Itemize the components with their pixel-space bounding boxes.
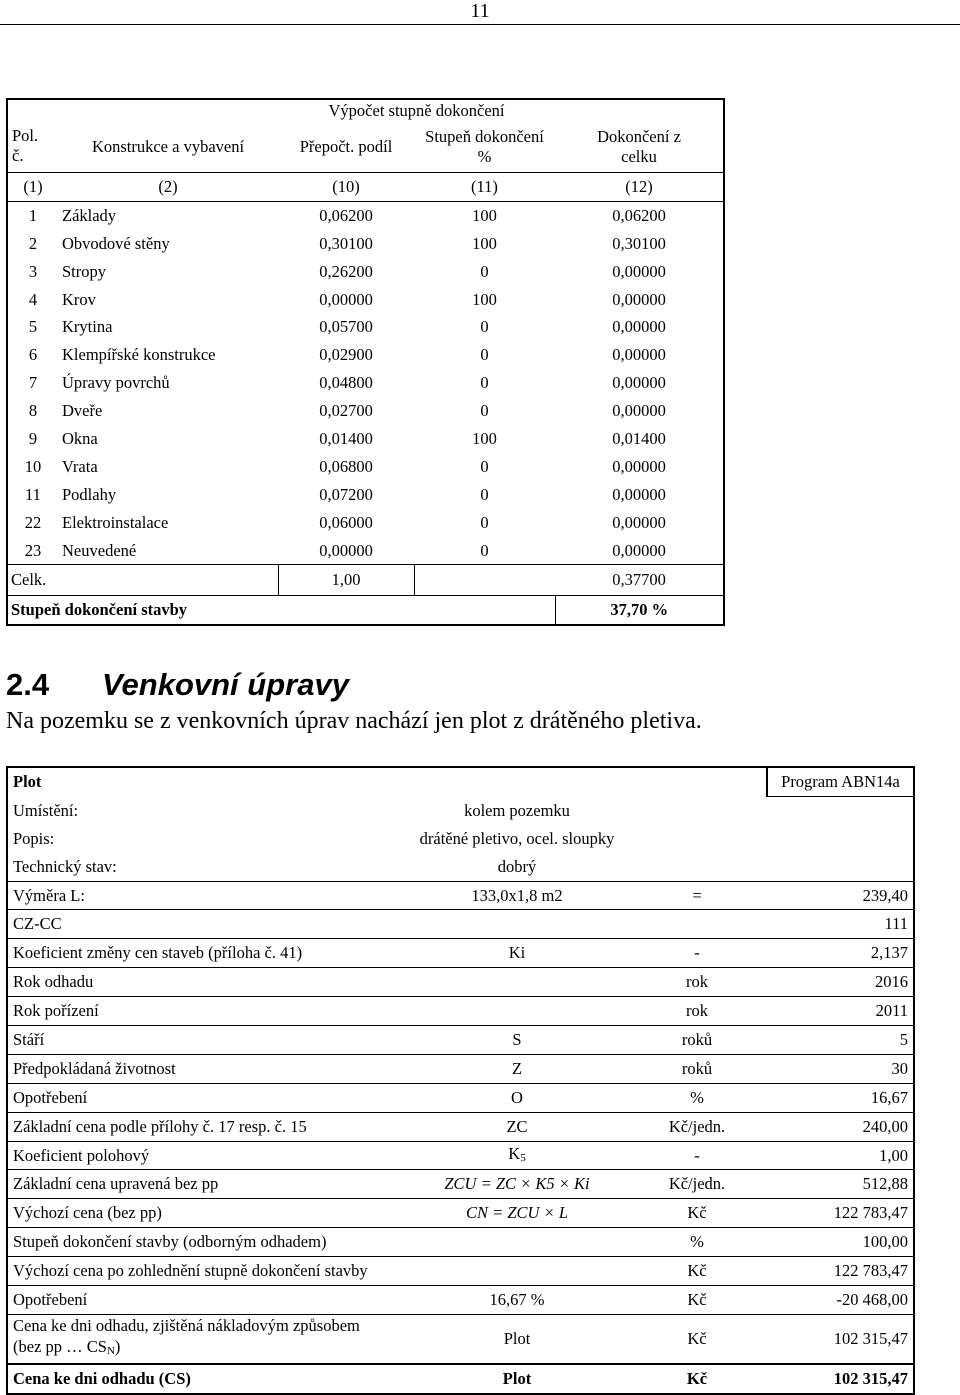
table-row <box>7 397 724 425</box>
row-symbol: 16,67 % <box>407 1286 627 1315</box>
konstrukce: Neuvedené <box>62 540 137 560</box>
podil: 0,01400 <box>319 428 373 448</box>
stupen-stavby-value: 37,70 % <box>555 596 724 625</box>
podil: 0,06000 <box>319 512 373 532</box>
table-row <box>7 1286 914 1315</box>
pol: 7 <box>7 369 58 397</box>
row-label: Rok odhadu <box>7 968 407 997</box>
section-heading <box>6 666 349 704</box>
row-value: 2016 <box>767 968 914 997</box>
cena-dni-unit: Kč <box>627 1314 767 1364</box>
stav-label: Technický stav: <box>7 853 407 881</box>
table-row <box>7 1112 914 1141</box>
row-value: 122 783,47 <box>767 1257 914 1286</box>
konstrukce: Podlahy <box>62 484 117 504</box>
dokonceni: 0,00000 <box>555 453 724 481</box>
row-unit <box>627 910 767 939</box>
stupen: 100 <box>472 233 497 253</box>
row-label: Stáří <box>7 1026 407 1055</box>
konstrukce: Krytina <box>62 317 113 337</box>
row-value: 30 <box>767 1054 914 1083</box>
table-row <box>7 1083 914 1112</box>
row-value: 5 <box>767 1026 914 1055</box>
row-symbol: 133,0x1,8 m2 <box>407 881 627 910</box>
row-value: 240,00 <box>767 1112 914 1141</box>
row-value: 239,40 <box>767 881 914 910</box>
popis-value: drátěné pletivo, ocel. sloupky <box>419 828 615 848</box>
row-symbol <box>407 968 627 997</box>
col-header-stupen: Stupeň dokončení % <box>425 127 544 166</box>
pol: 3 <box>7 258 58 286</box>
cena-dni-label: Cena ke dni odhadu, zjištěná nákladovým způsobem (bez pp … CSN) <box>7 1314 407 1364</box>
podil: 0,07200 <box>319 484 373 504</box>
dokonceni: 0,00000 <box>555 341 724 369</box>
pol: 1 <box>7 201 58 229</box>
dokonceni: 0,00000 <box>555 509 724 537</box>
table-row <box>7 258 724 286</box>
row-label: CZ-CC <box>7 910 407 939</box>
pol: 2 <box>7 230 58 258</box>
table-row <box>7 1026 914 1055</box>
row-value: 122 783,47 <box>767 1199 914 1228</box>
pol: 4 <box>7 286 58 314</box>
table-row <box>7 1170 914 1199</box>
dokonceni: 0,00000 <box>555 481 724 509</box>
table-row <box>7 481 724 509</box>
row-unit: Kč <box>627 1286 767 1315</box>
podil: 0,05700 <box>319 317 373 337</box>
stupen: 0 <box>480 317 489 337</box>
row-value: 1,00 <box>767 1141 914 1170</box>
konstrukce: Úpravy povrchů <box>62 373 170 393</box>
col-header-konstrukce: Konstrukce a vybavení <box>91 137 245 156</box>
row-symbol <box>407 910 627 939</box>
row-unit: Kč <box>627 1257 767 1286</box>
pol: 6 <box>7 341 58 369</box>
col-header-dokonceni: Dokončení z celku <box>555 122 724 173</box>
row-symbol: S <box>407 1026 627 1055</box>
column-number-row <box>7 173 724 202</box>
cena-dni-value: 102 315,47 <box>767 1314 914 1364</box>
table-row <box>7 1054 914 1083</box>
row-symbol: Ki <box>407 939 627 968</box>
stav-value: dobrý <box>497 856 537 876</box>
final-label: Cena ke dni odhadu (CS) <box>7 1364 407 1394</box>
row-label: Výchozí cena po zohlednění stupně dokončení stavby <box>7 1257 627 1286</box>
table-row <box>7 286 724 314</box>
table-row <box>7 341 724 369</box>
umisteni-label: Umístění: <box>7 796 407 824</box>
cena-dni-row <box>7 1314 914 1364</box>
row-label: Rok pořízení <box>7 997 407 1026</box>
col-num: (1) <box>7 173 58 202</box>
stupen: 0 <box>480 261 489 281</box>
dokonceni: 0,00000 <box>555 313 724 341</box>
row-symbol: CN = ZCU × L <box>407 1199 627 1228</box>
row-value: 512,88 <box>767 1170 914 1199</box>
row-value: 100,00 <box>767 1228 914 1257</box>
program-label: Program ABN14a <box>767 767 914 796</box>
col-num: (2) <box>58 173 278 202</box>
table-row <box>7 537 724 565</box>
dokonceni: 0,06200 <box>555 201 724 229</box>
row-unit: Kč <box>627 1199 767 1228</box>
row-value: 111 <box>767 910 914 939</box>
umisteni-value: kolem pozemku <box>464 800 570 820</box>
row-label: Opotřebení <box>7 1286 407 1315</box>
row-unit: % <box>627 1228 767 1257</box>
calc-table-title: Výpočet stupně dokončení <box>278 99 555 122</box>
row-value: 2011 <box>767 997 914 1026</box>
table-row <box>7 968 914 997</box>
table-row <box>7 509 724 537</box>
section-title: Venkovní úpravy <box>102 667 349 702</box>
row-unit: roků <box>627 1054 767 1083</box>
row-unit: % <box>627 1083 767 1112</box>
row-value: 16,67 <box>767 1083 914 1112</box>
row-label: Stupeň dokončení stavby (odborným odhadem) <box>7 1228 627 1257</box>
row-label: Opotřebení <box>7 1083 407 1112</box>
row-symbol: ZC <box>407 1112 627 1141</box>
section-number: 2.4 <box>6 667 50 702</box>
stupen: 0 <box>480 512 489 532</box>
pol: 9 <box>7 425 58 453</box>
final-value: 102 315,47 <box>767 1364 914 1394</box>
row-unit: - <box>627 1141 767 1170</box>
konstrukce: Stropy <box>62 261 107 281</box>
row-unit: - <box>627 939 767 968</box>
col-num: (12) <box>555 173 724 202</box>
pol: 22 <box>7 509 58 537</box>
stupen: 100 <box>472 428 497 448</box>
col-header-prepoct: Přepočt. podíl <box>299 137 393 156</box>
table-row <box>7 1199 914 1228</box>
dokonceni: 0,00000 <box>555 258 724 286</box>
final-unit: Kč <box>627 1364 767 1394</box>
dokonceni: 0,00000 <box>555 369 724 397</box>
table-row <box>7 1141 914 1170</box>
podil: 0,26200 <box>319 261 373 281</box>
podil: 0,00000 <box>319 289 373 309</box>
stupen: 0 <box>480 345 489 365</box>
table-row <box>7 997 914 1026</box>
row-unit: = <box>627 881 767 910</box>
final-price-row <box>7 1364 914 1394</box>
table-row <box>7 1257 914 1286</box>
konstrukce: Obvodové stěny <box>62 233 170 253</box>
stupen: 100 <box>472 289 497 309</box>
podil: 0,30100 <box>319 233 373 253</box>
row-symbol: ZCU = ZC × K5 × Ki <box>407 1170 627 1199</box>
table-row <box>7 881 914 910</box>
plot-valuation-table <box>6 766 915 1395</box>
row-symbol: K5 <box>407 1141 627 1170</box>
table-row <box>7 201 724 229</box>
row-unit: roků <box>627 1026 767 1055</box>
section-text: Na pozemku se z venkovních úprav nachází jen plot z drátěného pletiva. <box>6 708 702 734</box>
pol: 5 <box>7 313 58 341</box>
popis-label: Popis: <box>7 825 407 853</box>
cena-dni-symbol: Plot <box>407 1314 627 1364</box>
table-row <box>7 230 724 258</box>
row-unit: Kč/jedn. <box>627 1112 767 1141</box>
table-row <box>7 453 724 481</box>
row-symbol <box>407 997 627 1026</box>
col-num: (11) <box>414 173 555 202</box>
podil: 0,06200 <box>278 201 414 229</box>
row-label: Koeficient změny cen staveb (příloha č. 41) <box>7 939 407 968</box>
row-symbol: O <box>407 1083 627 1112</box>
konstrukce: Dveře <box>62 401 103 421</box>
stupen-stavby-label: Stupeň dokončení stavby <box>7 596 414 625</box>
stupen: 0 <box>480 540 489 560</box>
konstrukce: Základy <box>58 201 278 229</box>
konstrukce: Klempířské konstrukce <box>62 345 216 365</box>
stupen: 0 <box>480 484 489 504</box>
pol: 8 <box>7 397 58 425</box>
row-label: Předpokládaná životnost <box>7 1054 407 1083</box>
pol: 10 <box>7 453 58 481</box>
dokonceni: 0,00000 <box>555 397 724 425</box>
dokonceni: 0,00000 <box>555 286 724 314</box>
completion-calc-table <box>6 98 725 626</box>
row-label: Koeficient polohový <box>7 1141 407 1170</box>
podil: 0,02900 <box>319 345 373 365</box>
plot-title: Plot <box>7 767 407 796</box>
total-label: Celk. <box>7 565 58 596</box>
header-rule <box>0 24 960 25</box>
stupen: 0 <box>480 373 489 393</box>
row-unit: rok <box>627 968 767 997</box>
stupen: 100 <box>414 201 555 229</box>
dokonceni: 0,01400 <box>555 425 724 453</box>
col-header-pol: Pol. č. <box>7 122 58 173</box>
stupen-stavby-row <box>7 596 724 625</box>
row-label: Základní cena podle přílohy č. 17 resp. č. 15 <box>7 1112 407 1141</box>
final-symbol: Plot <box>407 1364 627 1394</box>
row-value: 2,137 <box>767 939 914 968</box>
podil: 0,00000 <box>319 540 373 560</box>
konstrukce: Elektroinstalace <box>62 512 169 532</box>
pol: 23 <box>7 537 58 565</box>
row-label: Výměra L: <box>7 881 407 910</box>
pol: 11 <box>7 481 58 509</box>
row-unit: rok <box>627 997 767 1026</box>
table-row <box>7 910 914 939</box>
table-row <box>7 939 914 968</box>
row-unit: Kč/jedn. <box>627 1170 767 1199</box>
col-num: (10) <box>278 173 414 202</box>
row-label: Výchozí cena (bez pp) <box>7 1199 407 1228</box>
table-row <box>7 369 724 397</box>
podil: 0,06800 <box>319 456 373 476</box>
konstrukce: Okna <box>62 428 98 448</box>
page-number: 11 <box>470 0 490 22</box>
table-row <box>7 1228 914 1257</box>
podil: 0,04800 <box>319 373 373 393</box>
row-symbol: Z <box>407 1054 627 1083</box>
row-label: Základní cena upravená bez pp <box>7 1170 407 1199</box>
stupen: 0 <box>480 401 489 421</box>
total-podil: 1,00 <box>278 565 414 596</box>
total-dokonceni: 0,37700 <box>555 565 724 596</box>
konstrukce: Krov <box>62 289 96 309</box>
dokonceni: 0,00000 <box>555 537 724 565</box>
total-row <box>7 565 724 596</box>
table-row <box>7 313 724 341</box>
table-row <box>7 425 724 453</box>
stupen: 0 <box>480 456 489 476</box>
dokonceni: 0,30100 <box>555 230 724 258</box>
podil: 0,02700 <box>319 401 373 421</box>
row-value: -20 468,00 <box>767 1286 914 1315</box>
konstrukce: Vrata <box>62 456 98 476</box>
